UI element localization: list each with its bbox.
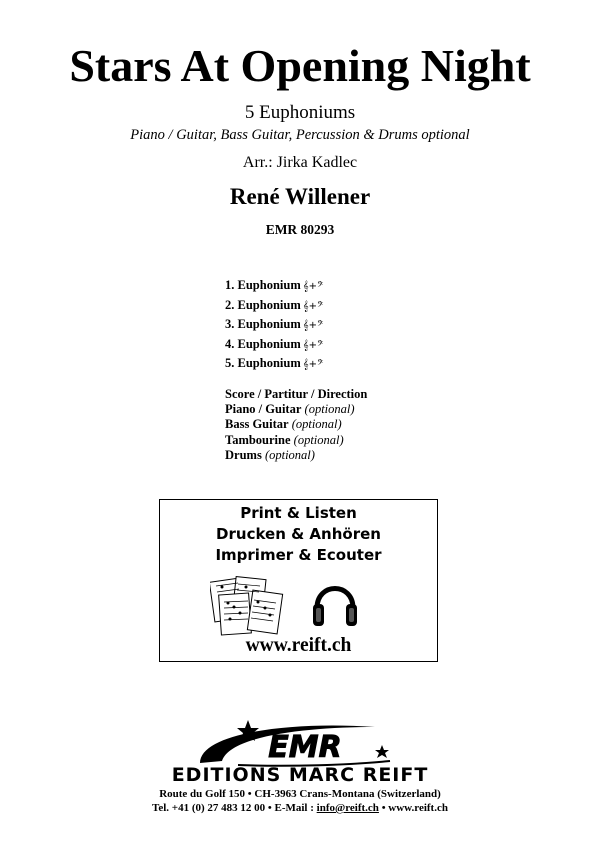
instrumentation-note: Piano / Guitar, Bass Guitar, Percussion & Drums optional <box>130 127 470 143</box>
optional-note: (optional) <box>291 417 342 432</box>
promo-line-print: Print & Listen <box>240 504 357 522</box>
arranger-credit: Arr.: Jirka Kadlec <box>242 154 358 171</box>
parts-list <box>225 276 323 374</box>
email-link[interactable]: info@reift.ch <box>316 802 379 814</box>
print-listen-box <box>159 499 438 662</box>
clef-icon: 𝄞+𝄢 <box>302 359 324 371</box>
publisher-name: EDITIONS MARC REIFT <box>171 764 429 786</box>
score-subtitle: 5 Euphoniums <box>244 102 356 123</box>
part-label: 3. Euphonium <box>225 317 301 332</box>
contact-prefix: Tel. +41 (0) 27 483 12 00 • E-Mail : <box>152 802 317 814</box>
part-label: 1. Euphonium <box>225 278 301 292</box>
optional-note: (optional) <box>293 432 344 447</box>
extra-item <box>225 402 367 417</box>
part-item <box>225 354 323 374</box>
promo-line-imprimer: Imprimer & Ecouter <box>215 546 382 564</box>
clef-icon: 𝄞+𝄢 <box>302 339 324 351</box>
optional-note: (optional) <box>304 402 355 417</box>
part-item <box>225 315 323 335</box>
headphones-icon <box>310 572 360 634</box>
logo-letters: EMR <box>268 730 342 765</box>
part-label: 5. Euphonium <box>225 356 301 371</box>
clef-icon: 𝄞+𝄢 <box>302 281 324 292</box>
extra-item <box>225 387 367 402</box>
part-label: 4. Euphonium <box>225 336 301 351</box>
extra-label: Bass Guitar <box>225 417 289 432</box>
part-item <box>225 296 323 316</box>
extra-item <box>225 448 367 463</box>
extra-label: Tambourine <box>225 432 291 447</box>
publisher-contact <box>0 801 600 815</box>
extra-item <box>225 433 367 448</box>
promo-website-link[interactable]: www.reift.ch <box>245 635 352 656</box>
part-label: 2. Euphonium <box>225 297 301 312</box>
part-item <box>225 335 323 355</box>
extra-label: Piano / Guitar <box>225 402 302 417</box>
sheet-music-icon <box>210 574 285 636</box>
clef-icon: 𝄞+𝄢 <box>302 300 324 312</box>
part-item <box>225 276 323 296</box>
contact-suffix: • www.reift.ch <box>378 802 448 814</box>
clef-icon: 𝄞+𝄢 <box>302 320 324 332</box>
publisher-address: Route du Golf 150 • CH-3963 Crans-Montana (Switzerland) <box>159 788 441 800</box>
extras-list <box>225 387 367 463</box>
extra-item <box>225 417 367 432</box>
optional-note: (optional) <box>264 447 315 462</box>
extra-label: Score / Partitur / Direction <box>225 387 368 401</box>
composer-name: René Willener <box>229 184 371 209</box>
promo-line-drucken: Drucken & Anhören <box>216 525 381 543</box>
score-title: Stars At Opening Night <box>69 40 531 91</box>
extra-label: Drums <box>225 447 262 462</box>
catalog-number: EMR 80293 <box>265 222 335 237</box>
